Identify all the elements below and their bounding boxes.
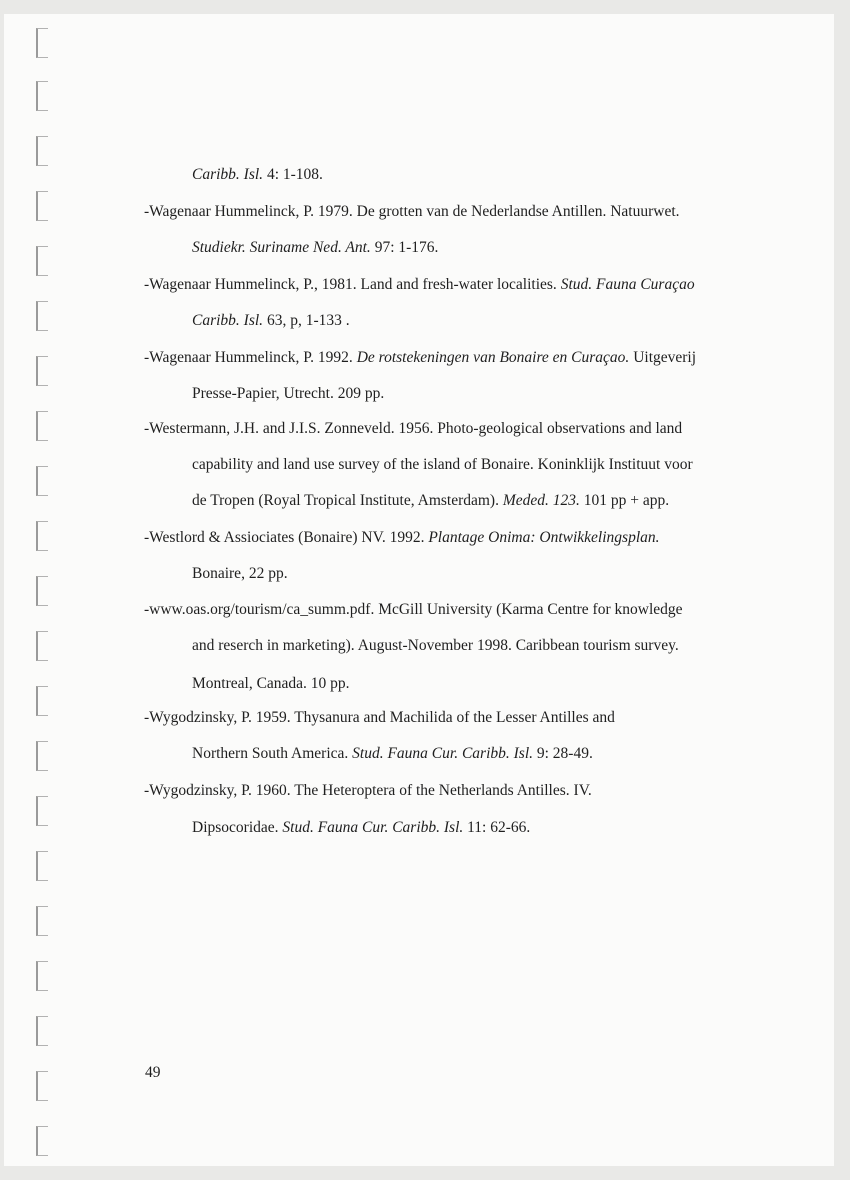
binding-hole (36, 741, 48, 771)
reference-entry-line (144, 348, 696, 368)
italic-text: Studiekr. Suriname Ned. Ant. (192, 239, 371, 256)
text-segment: de Tropen (Royal Tropical Institute, Amsterdam). (192, 492, 503, 509)
text-segment: Northern South America. (192, 745, 353, 762)
reference-entry-line (144, 275, 695, 295)
text-segment: -Wagenaar Hummelinck, P., 1981. Land and fresh-water localities. (144, 276, 561, 293)
binding-hole (36, 576, 48, 606)
text-segment: 101 pp + app. (579, 492, 670, 509)
binding-hole (36, 1016, 48, 1046)
reference-line (192, 744, 593, 764)
text-segment: 4: 1-108. (263, 166, 323, 183)
text-segment: -Wygodzinsky, P. 1959. Thysanura and Machilida of the Lesser Antilles and (144, 709, 615, 726)
italic-text: Stud. Fauna Cur. Caribb. Isl. (282, 819, 464, 836)
binding-hole (36, 466, 48, 496)
reference-line (192, 636, 679, 656)
italic-text: Caribb. Isl. (192, 166, 264, 183)
reference-line (192, 674, 350, 694)
italic-text: Meded. 123. (502, 492, 580, 509)
reference-line (192, 564, 288, 584)
reference-line (192, 238, 438, 258)
text-segment: -Westermann, J.H. and J.I.S. Zonneveld. 1956. Photo-geological observations and land (144, 420, 683, 437)
text-segment: capability and land use survey of the island of Bonaire. Koninklijk Instituut voor (192, 456, 693, 473)
reference-line (192, 818, 530, 838)
text-segment: 63, p, 1-133 . (263, 312, 350, 329)
text-segment: -Wagenaar Hummelinck, P. 1979. De grotten van de Nederlandse Antillen. Natuurwet. (144, 203, 680, 220)
italic-text: Stud. Fauna Cur. Caribb. Isl. (352, 745, 533, 762)
document-page (4, 14, 834, 1166)
page-number: 49 (145, 1064, 161, 1081)
binding-hole (36, 631, 48, 661)
reference-entry-line (144, 708, 615, 728)
binding-hole (36, 411, 48, 441)
text-segment: 9: 28-49. (533, 745, 593, 762)
text-segment: -Westlord & Assiociates (Bonaire) NV. 1992. (144, 529, 429, 546)
binding-hole (36, 1071, 48, 1101)
italic-text: De rotstekeningen van Bonaire en Curaçao. (356, 349, 630, 366)
text-segment: Bonaire, 22 pp. (192, 565, 288, 582)
reference-entry-line (144, 600, 683, 620)
binding-hole (36, 521, 48, 551)
text-segment: Uitgeverij (629, 349, 697, 366)
reference-line (192, 311, 350, 331)
text-segment: Dipsocoridae. (192, 819, 283, 836)
text-segment: 97: 1-176. (370, 239, 439, 256)
binding-hole (36, 686, 48, 716)
reference-entry-line (144, 528, 660, 548)
binding-hole (36, 136, 48, 166)
italic-text: Caribb. Isl. (192, 312, 264, 329)
binding-hole (36, 906, 48, 936)
text-segment: -Wygodzinsky, P. 1960. The Heteroptera of the Netherlands Antilles. IV. (144, 782, 592, 799)
binding-hole (36, 246, 48, 276)
text-segment: -www.oas.org/tourism/ca_summ.pdf. McGill University (Karma Centre for knowledge (144, 601, 683, 618)
text-segment: -Wagenaar Hummelinck, P. 1992. (144, 349, 357, 366)
binding-hole (36, 1126, 48, 1156)
reference-entry-line (144, 202, 680, 222)
text-segment: Presse-Papier, Utrecht. 209 pp. (192, 385, 385, 402)
binding-hole (36, 28, 48, 58)
binding-hole (36, 81, 48, 111)
binding-hole (36, 961, 48, 991)
binding-hole (36, 301, 48, 331)
reference-entry-line (144, 781, 592, 801)
binding-hole (36, 796, 48, 826)
binding-hole (36, 191, 48, 221)
text-segment: and reserch in marketing). August-November 1998. Caribbean tourism survey. (192, 637, 679, 654)
reference-entry-line (144, 419, 682, 439)
italic-text: Stud. Fauna Curaçao (560, 276, 695, 293)
reference-line (192, 491, 669, 511)
reference-line (192, 165, 323, 185)
text-segment: Montreal, Canada. 10 pp. (192, 675, 350, 692)
reference-line (192, 455, 693, 475)
binding-hole (36, 851, 48, 881)
binding-hole (36, 356, 48, 386)
text-segment: 11: 62-66. (463, 819, 531, 836)
reference-line (192, 384, 384, 404)
italic-text: Plantage Onima: Ontwikkelingsplan. (428, 529, 660, 546)
